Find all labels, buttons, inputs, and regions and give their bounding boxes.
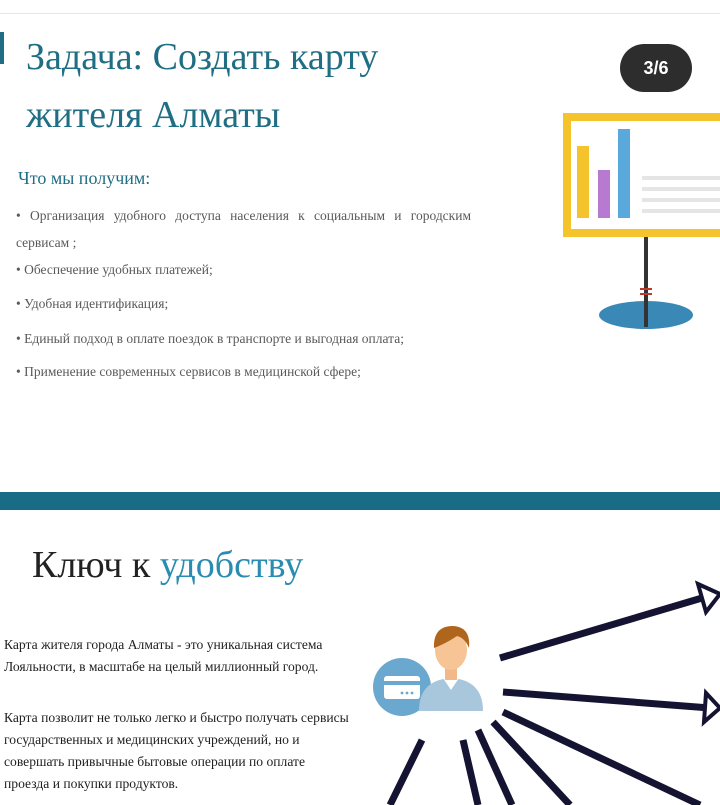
slide-title-line2: жителя Алматы (26, 94, 281, 136)
slide2-heading-part1: Ключ к (32, 544, 151, 586)
slide-title-line1: Задача: Создать карту (26, 36, 379, 78)
bullet-item-2: • Обеспечение удобных платежей; (16, 262, 213, 277)
slide2-heading-highlight: удобству (159, 544, 304, 586)
paragraph-1: Карта жителя города Алматы - это уникальная система Лояльности, в масштабе на целый миллионный город. (4, 637, 323, 674)
paragraph-2: Карта позволит не только легко и быстро получать сервисы государственных и медицинских учреждений, но и совершать привычные бытовые операции по оплате проезда и покупки продуктов. (4, 710, 349, 791)
bullet-item-4: • Единый подход в оплате поездок в транспорте и выгодная оплата; (16, 331, 404, 346)
top-border (0, 13, 720, 14)
slide2-heading (32, 543, 303, 587)
page-counter-badge: 3/6 (620, 44, 692, 92)
bullet-item-3: • Удобная идентификация; (16, 296, 169, 311)
presentation-easel-icon (555, 108, 720, 333)
slide-title (26, 28, 546, 144)
title-accent-bar (0, 32, 4, 64)
slide-divider (0, 492, 720, 510)
bullet-item-1: • Организация удобного доступа населения к социальным и городским сервисам ; (16, 208, 471, 250)
bullet-item-5: • Применение современных сервисов в медицинской сфере; (16, 364, 361, 379)
network-arrows (380, 580, 720, 805)
subheading-results: Что мы получим: (18, 168, 151, 188)
